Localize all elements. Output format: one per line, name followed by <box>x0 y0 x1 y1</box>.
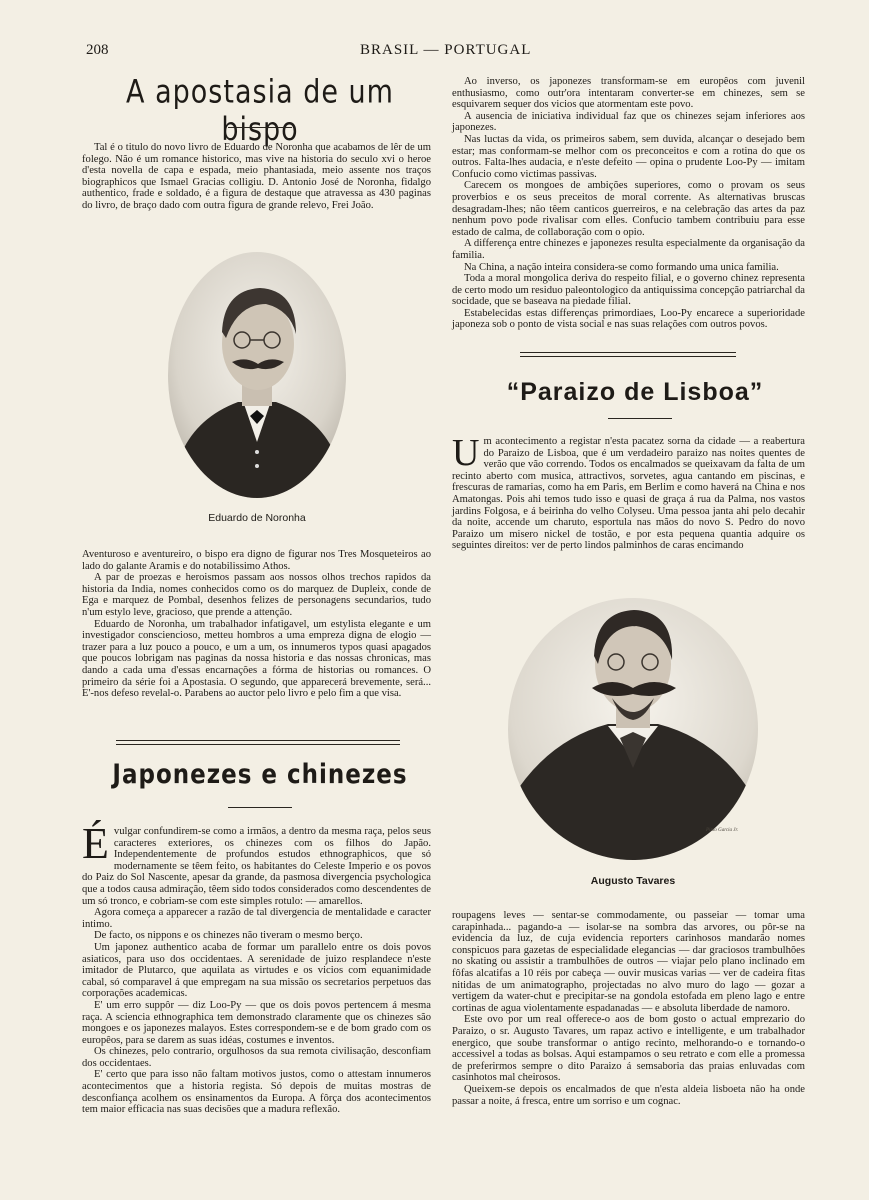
portrait-augusto-image <box>508 598 758 860</box>
section-divider <box>520 352 736 357</box>
article-paraizo-intro <box>452 432 805 552</box>
article-title-japonezes: Japonezes e chinezes <box>112 760 408 790</box>
paragraph: A par de proezas e heroismos passam aos nossos olhos trechos rapidos da historia da India, nomes conhecidos como os do marquez de Dupleix, conde de Ega e marquez de Pombal, desenhos felizes de personagens secundarios, tudo n'um estylo leve, gracioso, que prende a attenção. <box>82 572 431 618</box>
article-japonezes-body <box>82 819 431 1116</box>
page-number: 208 <box>86 42 109 58</box>
intro-paragraph: Tal é o titulo do novo livro de Eduardo de Noronha que acabamos de lêr de um folego. Não é um romance historico, mas vive na historia do seculo xvi o heroe d'esta novella de capa e espada, meio phantasiada, meio assente nos traços biographicos que Ismael Gracias colligiu. D. Antonio José de Noronha, fidalgo authentico, frade e soldado, é a figura de destaque que atravessa as 430 paginas do livro, de braço dado com outra figura de grande relevo, Frei João. <box>82 142 431 211</box>
article-apostasia-body <box>82 549 431 700</box>
paragraph: A differença entre chinezes e japonezes resulta especialmente da organisação da familia. <box>452 238 805 261</box>
paragraph: Nas luctas da vida, os primeiros sabem, sem duvida, alcançar o desejado bem estar; mas conformam-se melhor com os preconceitos e com a rotina do que os outros. Falta-lhes audacia, e n'este defeito — opina o prudente Loo-Py — imitam Confucio como victimas passivas. <box>452 133 805 180</box>
paragraph: roupagens leves — sentar-se commodamente, ou passeiar — tomar uma carapinhada... pagando-a — isolar-se na sombra das arvores, ou pôr-se na evidencia da luz, de cuja evidencia reporters carinhosos mandarão nomes conspicuos para gazetas de especialidade elegancias — dar graciosos trambulhões no skating ou assistir a trambulhões de outros — viajar pelo plano inclinado em fôfas alcatifas a 10 réis por cabeça — ouvir musicas varias — ver de cadeira fitas nitidas de um animatographo, projectadas no alvo muro do lago — gozar a vertigem da water-chut e precipitar-se na gondola estofada em pleno lago e entre cortinas de agua violentamente espadanadas — e absoluta liberdade de namoro. <box>452 910 805 1014</box>
paragraph: Um japonez authentico acaba de formar um parallelo entre os dois povos asiaticos, para uso dos occidentaes. A serenidade de juizo resplandece n'este imitador de Plutarco, que aquilata as virtudes e os vicios com equanimidade cabal, só comparavel á que empregam na sua missão os secretarios perpetuos das corporações academicas. <box>82 941 431 1000</box>
paragraph: E' um erro suppôr — diz Loo-Py — que os dois povos pertencem á mesma raça. A sciencia ethnographica tem demonstrado claramente que os chinezes são mongoes e os japonezes malayos. Estes correspondem-se e de bom grado com os europêos, para se darem as suas idéas, costumes e inventos. <box>82 999 431 1046</box>
portrait-caption-tavares: Augusto Tavares <box>590 875 676 887</box>
dropcap: É <box>82 819 109 868</box>
paragraph: De facto, os nippons e os chinezes não tiveram o mesmo berço. <box>94 930 363 942</box>
paragraph: Agora começa a apparecer a razão de tal divergencia de mentalidade e caracter intimo. <box>82 907 431 930</box>
engraver-signature: Pinto Garcia Jr. <box>706 828 739 833</box>
portrait-eduardo-de-noronha <box>168 252 346 498</box>
paragraph: Aventuroso e aventureiro, o bispo era digno de figurar nos Tres Mosqueteiros ao lado do galante Aramis e do notabilissimo Athos. <box>82 549 431 572</box>
portrait-augusto-tavares <box>508 598 758 860</box>
paragraph: Na China, a nação inteira considera-se como formando uma unica familia. <box>464 261 779 273</box>
title-underline <box>608 418 672 419</box>
article-apostasia-intro <box>82 142 431 212</box>
dropcap: U <box>452 432 480 474</box>
portrait-eduardo-image <box>168 252 346 498</box>
paragraph: Estabelecidas estas differenças primordiaes, Loo-Py encarece a superioridade japoneza sob o ponto de vista social e nas suas relações com outros povos. <box>452 307 805 331</box>
paragraph: E' certo que para isso não faltam motivos justos, como o attestam innumeros acontecimentos que a historia regista. Só depois de muitas mostras de desconfiança acolhem os ensinamentos da Europa. A fôrça dos acontecimentos tem maior efficacia nas suas decisões que a madura reflexão. <box>82 1069 431 1116</box>
portrait-caption-noronha: Eduardo de Noronha <box>208 512 306 524</box>
article-japonezes-continuation <box>452 76 805 331</box>
first-paragraph: Um acontecimento a registar n'esta pacatez sorna da cidade — a reabertura do Paraizo de Lisboa, que é um verdadeiro paraizo nas noites quentes de verão que vão correndo. Todos os encalmados se queixavam da falta de um recinto aberto com musica, attractivos, sorvetes, agua cantando em piscinas, e frescuras de ramarias, como ha em Paris, em Berlim e como haverá na China e nos Amatongas. Pois ahi temos tudo isso e quasi de graça á rua da Palma, nos vastos jardins Folgosa, e á beirinha do velho Colyseu. Uma pessoa janta ahi pelo decahir da noite, accende um charuto, esportula nas mãos do novo S. Pedro do novo Paraizo um misero nickel de tostão, e por esta pequena quantia adquire os seguintes direitos: ver de perto lindos palminhos de caras encimando <box>452 432 805 552</box>
article-title-apostasia: A apostasia de um bispo <box>126 73 394 149</box>
paragraph: Toda a moral mongolica deriva do respeito filial, e o governo chinez representa de certo modo um residuo paleontologico da antiquissima concepção patriarchal da socidade, que se baseava na piedade filial. <box>452 273 806 308</box>
paragraph: Queixem-se depois os encalmados de que n'esta aldeia lisboeta não ha onde passar a noite, á fresca, entre um sorriso e um cognac. <box>452 1083 805 1107</box>
section-divider <box>116 740 400 745</box>
paragraph: Este ovo por um real offerece-o aos de bom gosto o actual emprezario do Paraizo, o sr. Augusto Tavares, um rapaz activo e intelligente, e um trabalhador energico, que soube transformar o antigo recinto, melhorando-o e tornando-o accessivel a todas as bolsas. Aqui estampamos o seu retrato e com elle a promessa de preferirmos sempre o dito Paraizo á semsaboria das praias enluvadas com casinhotos mal cheirosos. <box>452 1014 805 1084</box>
paragraph: Ao inverso, os japonezes transformam-se em europêos com juvenil enthusiasmo, como outr'ora intentaram converter-se em chinezes, sem se esquivarem sequer dos vicios que atormentam este povo. <box>452 76 805 111</box>
paragraph: Carecem os mongoes de ambições superiores, como o provam os seus proverbios e os seus preceitos de moral corrente. As alternativas bruscas desagradam-lhes; não têem canticos guerreiros, e na celebração das artes da paz nenhum povo pode rivalisar com elles. Confucio tambem contribuiu para esse estado de calma, de collaboração com o opio. <box>452 180 805 238</box>
article-title-paraizo: “Paraizo de Lisboa” <box>506 378 764 406</box>
title-underline <box>228 807 292 808</box>
running-title: BRASIL — PORTUGAL <box>360 42 532 58</box>
paragraph: Os chinezes, pelo contrario, orgulhosos da sua remota civilisação, desconfiam dos occidentaes. <box>82 1046 431 1069</box>
paragraph: Eduardo de Noronha, um trabalhador infatigavel, um estylista elegante e um investigador consciencioso, metteu hombros a uma empreza digna de elogio — trazer para a luz pouco a pouco, e um a um, os innumeros typos quasi apagados que poucos lobrigam nas paginas da nossa historia e das nossas chronicas, mas dando a cada uma d'essas encarnações a fórma de historias ou romances. O primeiro da série foi a Apostasia. O segundo, que apparecerá brevemente, será... E'-nos defeso revelal-o. Parabens ao auctor pelo livro e pelo fim a que visa. <box>82 618 431 700</box>
title-underline <box>228 127 292 128</box>
article-paraizo-body <box>452 910 805 1107</box>
first-paragraph: Évulgar confundirem-se como a irmãos, a dentro da mesma raça, pelos seus caracteres exteriores, os chinezes com os filhos do Japão. Independentemente de profundos estudos ethnographicos, que só modernamente se têem feito, os habitantes do Celeste Imperio e os povos do Paiz do Sol Nascente, apesar da grande, da pasmosa divergencia psychologica que a todos causa admiração, têem sido todos considerados como descendentes de um só tronco, e cobriam-se com este simples rotulo: — amarellos. <box>82 819 431 907</box>
paragraph: A ausencia de iniciativa individual faz que os chinezes sejam inferiores aos japonezes. <box>452 110 805 134</box>
